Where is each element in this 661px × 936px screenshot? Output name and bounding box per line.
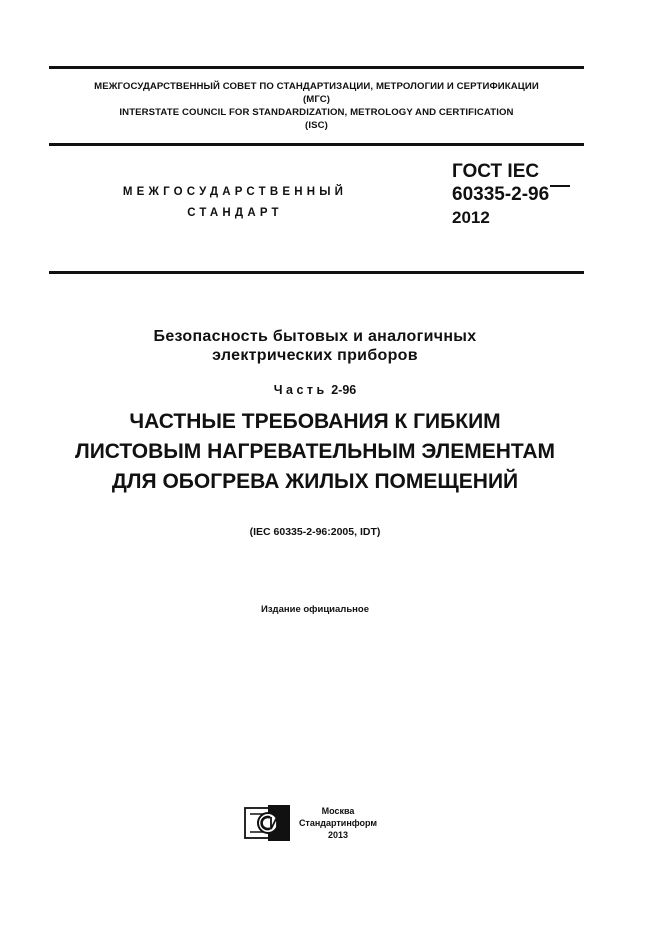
council-abbr-en: (ISC) (305, 120, 328, 131)
council-abbr-ru: (МГС) (302, 94, 331, 105)
publisher-city: Москва (321, 806, 355, 816)
general-title (60, 327, 570, 365)
designation-line2 (452, 183, 570, 206)
council-header (49, 80, 584, 132)
standard-designation (452, 160, 570, 229)
edition-note: Издание официальное (261, 604, 369, 615)
main-title (40, 407, 590, 497)
council-name-en: INTERSTATE COUNCIL FOR STANDARDIZATION, METROLOGY AND CERTIFICATION (119, 107, 514, 118)
designation-line1: ГОСТ IEC (452, 161, 540, 182)
standard-kind-line1: МЕЖГОСУДАРСТВЕННЫЙ (122, 186, 348, 198)
designation-number: 60335-2-96 (452, 184, 550, 205)
council-name-ru: МЕЖГОСУДАРСТВЕННЫЙ СОВЕТ ПО СТАНДАРТИЗАЦИИ, МЕТРОЛОГИИ И СЕРТИФИКАЦИИ (94, 81, 539, 92)
main-title-line3: ДЛЯ ОБОГРЕВА ЖИЛЫХ ПОМЕЩЕНИЙ (111, 470, 519, 493)
part-word: Часть (273, 383, 328, 397)
part-number: 2-96 (331, 383, 357, 397)
header-top-rule (49, 66, 584, 69)
designation-year: 2012 (452, 208, 490, 227)
standartinform-logo-icon (244, 805, 290, 841)
general-title-line1: Безопасность бытовых и аналогичных (153, 328, 477, 345)
general-title-line2: электрических приборов (212, 347, 418, 364)
main-title-line1: ЧАСТНЫЕ ТРЕБОВАНИЯ К ГИБКИМ (129, 410, 501, 433)
publisher-year: 2013 (327, 830, 349, 840)
standard-kind-line2: СТАНДАРТ (187, 207, 283, 219)
iec-reference: (IEC 60335-2-96:2005, IDT) (249, 526, 381, 538)
designation-dash (550, 185, 570, 187)
header-bottom-rule (49, 271, 584, 274)
publisher-info (292, 805, 384, 841)
main-title-line2: ЛИСТОВЫМ НАГРЕВАТЕЛЬНЫМ ЭЛЕМЕНТАМ (74, 440, 556, 463)
part-designation (60, 382, 570, 398)
header-middle-rule (49, 143, 584, 146)
standard-kind (90, 182, 380, 224)
publisher-name: Стандартинформ (298, 818, 378, 828)
